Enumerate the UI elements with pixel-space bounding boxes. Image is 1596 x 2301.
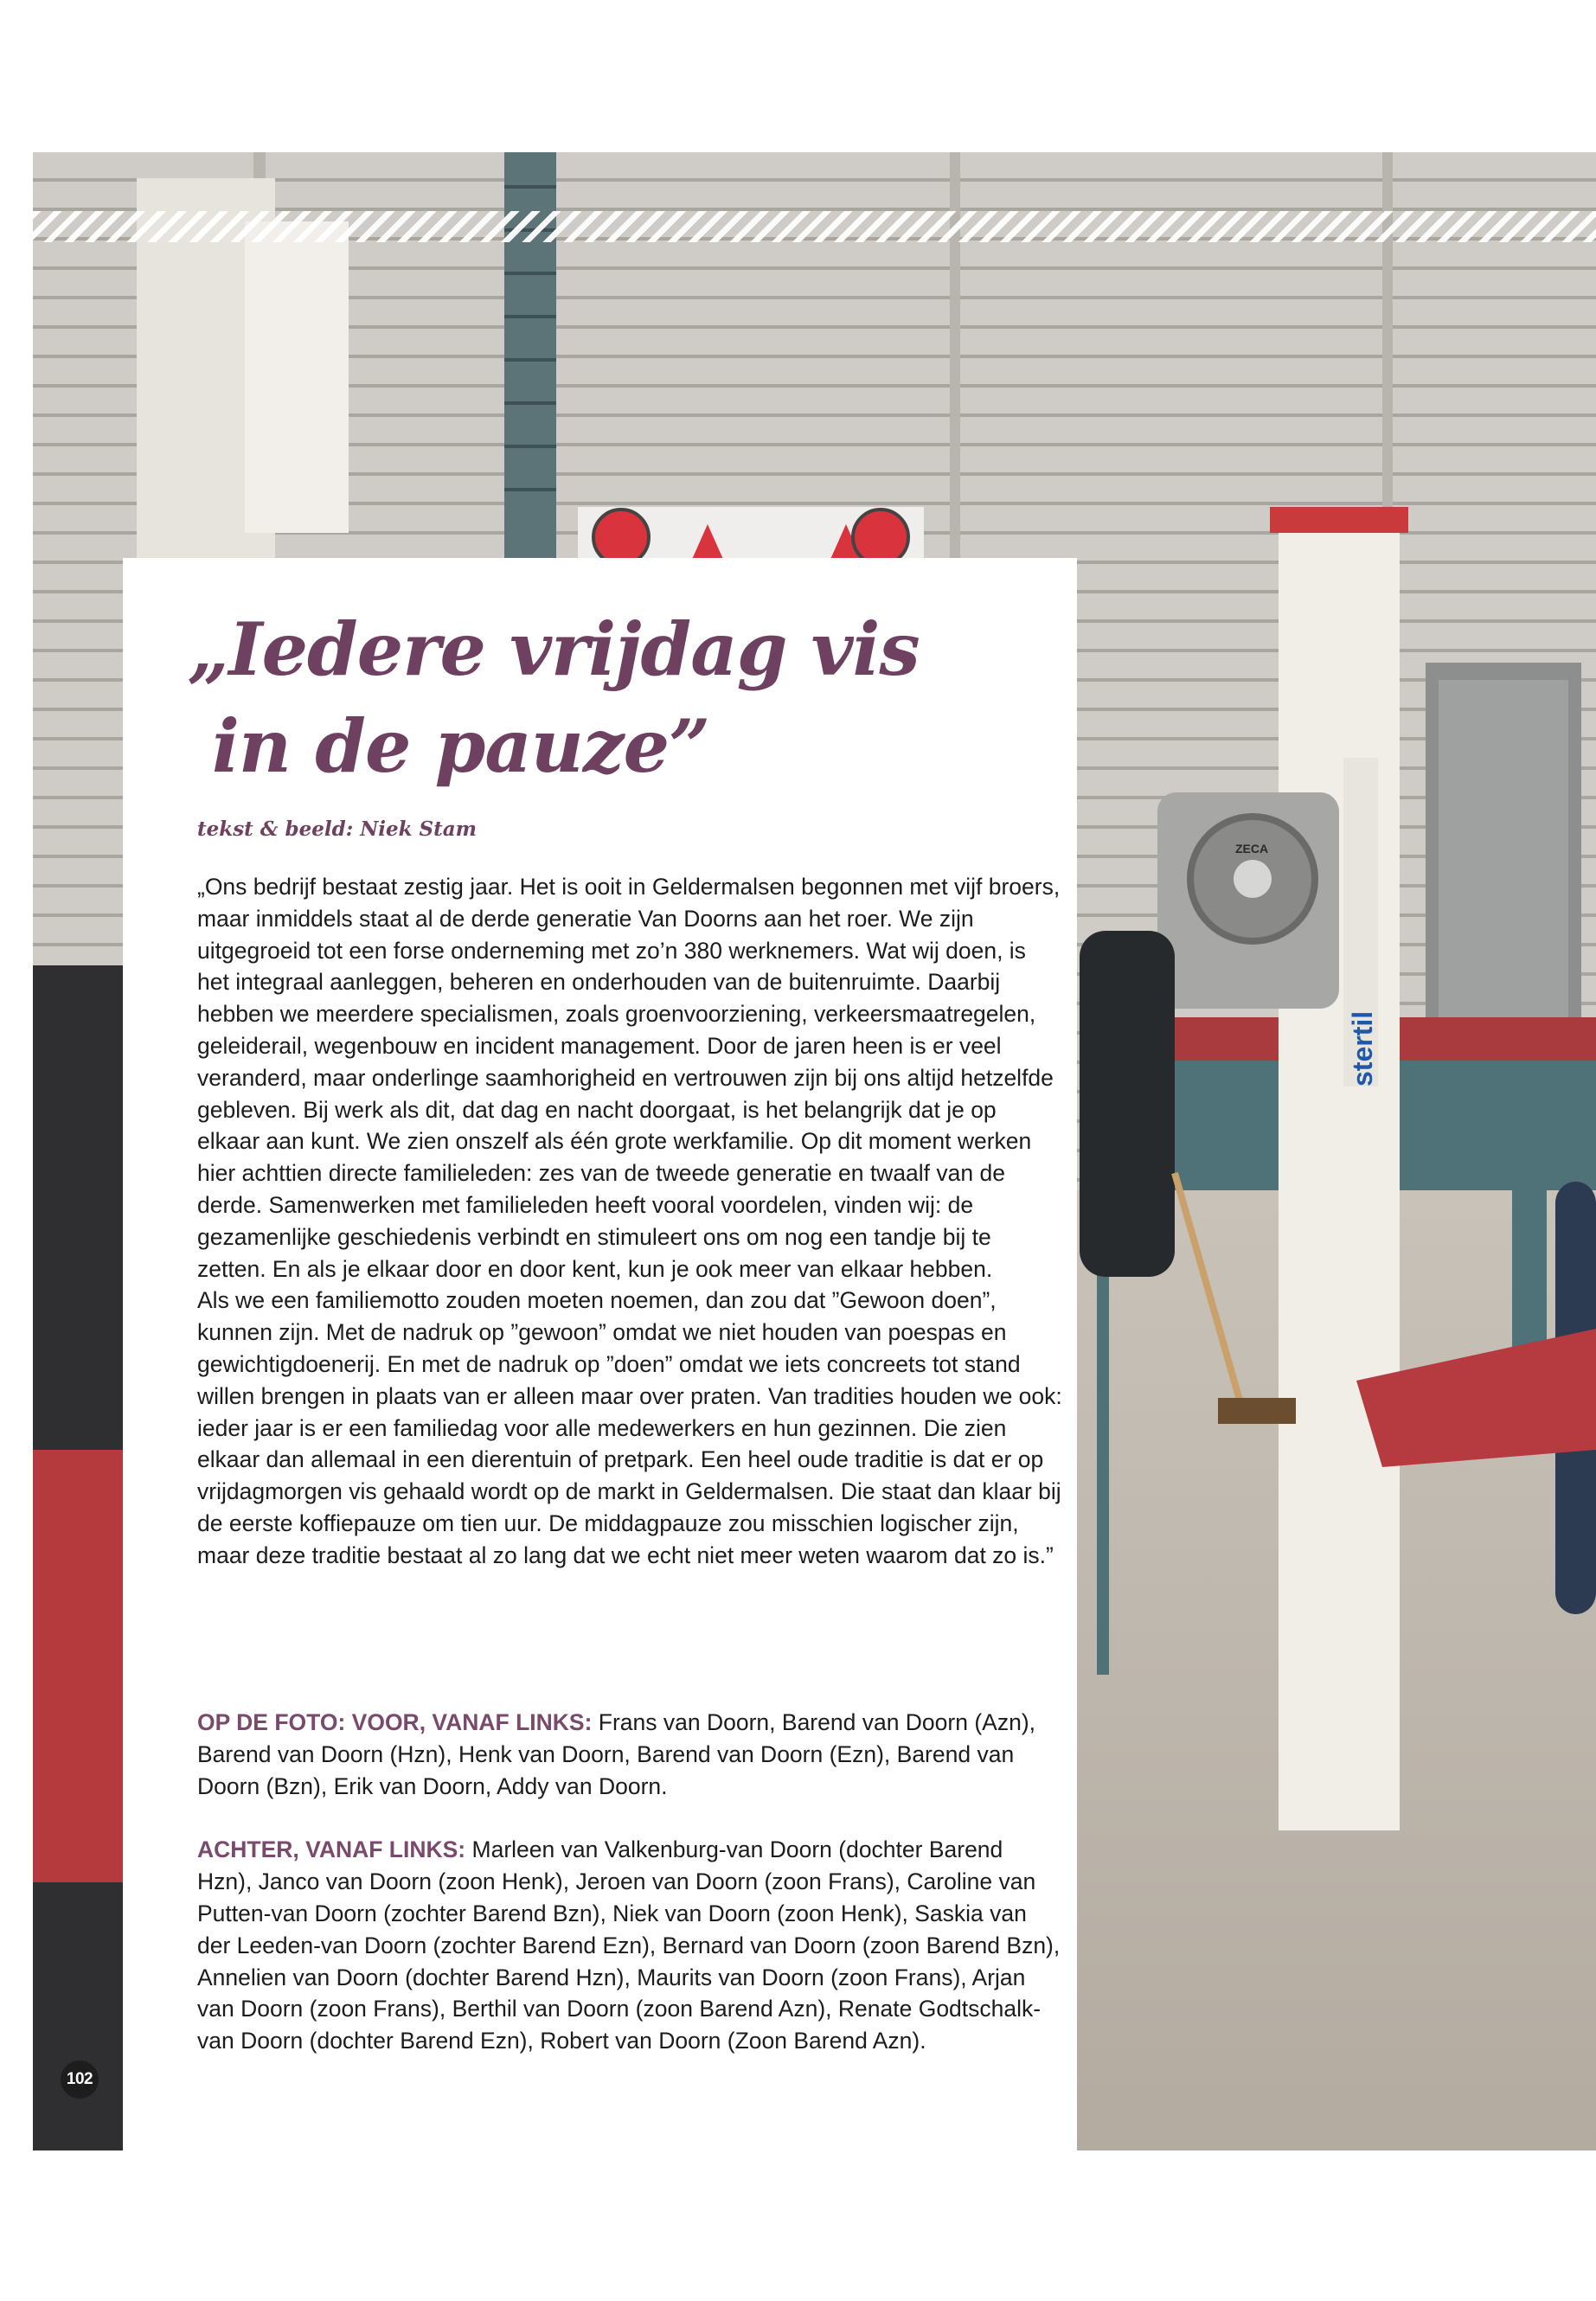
lift-brand-label: stertil	[1347, 1010, 1378, 1086]
byline: tekst & beeld: Niek Stam	[197, 817, 478, 841]
caption-back-label: ACHTER, VANAF LINKS:	[197, 1836, 466, 1863]
headline-line-2: in de pauze”	[212, 703, 710, 789]
photo-caption	[197, 1707, 1062, 2089]
jacket	[1080, 931, 1175, 1277]
article-panel	[123, 558, 1077, 2150]
caption-back	[197, 1834, 1062, 2057]
article-body	[197, 871, 1062, 1572]
caption-back-names: Marleen van Valkenburg-van Doorn (dochter Barend Hzn), Janco van Doorn (zoon Henk), Jeroen van Doorn (zoon Frans), Caroline van Putten-van Doorn (zochter Barend Bzn), Niek van Doorn (zoon Henk), Saskia van der Leeden-van Doorn (zochter Barend Ezn), Bernard van Doorn (zoon Barend Bzn), Annelien van Doorn (dochter Barend Hzn), Maurits van Doorn (zoon Frans), Arjan van Doorn (zoon Frans), Berthil van Doorn (zoon Barend Azn), Renate Godtschalk-van Doorn (dochter Barend Ezn), Robert van Doorn (Zoon Barend Azn).	[197, 1836, 1061, 2054]
body-paragraph: „Ons bedrijf bestaat zestig jaar. Het is ooit in Geldermalsen begonnen met vijf broers, maar inmiddels staat al de derde generatie Van Doorns aan het roer. We zijn uitgegroeid tot een forse onderneming met zo’n 380 werknemers. Wat wij doen, is het integraal aanleggen, beheren en onderhouden van de buitenruimte. Daarbij hebben we meerdere specialismen, zoals groenvoorziening, verkeersmaatregelen, geleiderail, wegenbouw en incident management. Door de jaren heen is er veel veranderd, maar onderlinge saamhorigheid en vertrouwen zijn bij ons altijd hetzelfde gebleven. Bij werk als dit, dat dag en nacht doorgaat, is het belangrijk dat je op elkaar aan kunt. We zien onszelf als één grote werkfamilie. Op dit moment werken hier achttien directe familieleden: zes van de tweede generatie en twaalf van de derde. Samenwerken met familieleden heeft vooral voordelen, vinden wij: de gezamenlijke geschiedenis verbindt en stimuleert ons om nog een tandje bij te zetten. En als je elkaar door en door kent, kun je ook meer van elkaar hebben.	[197, 874, 1061, 1282]
reel-label: ZECA	[1235, 842, 1269, 856]
caption-front-names: Frans van Doorn, Barend van Doorn (Azn), Barend van Doorn (Hzn), Henk van Doorn, Barend van Doorn (Ezn), Barend van Doorn (Bzn), Erik van Doorn, Addy van Doorn.	[197, 1709, 1036, 1799]
caption-front	[197, 1707, 1062, 1802]
article-headline	[188, 601, 920, 795]
body-paragraph: Als we een familiemotto zouden moeten noemen, dan zou dat ”Gewoon doen”, kunnen zijn. Met de nadruk op ”gewoon” omdat we niet houden van poespas en gewichtigdoenerij. En met de nadruk op ”doen” omdat we iets concreets tot stand willen brengen in plaats van er alleen maar over praten. Van tradities houden we ook: ieder jaar is er een familiedag voor alle medewerkers en hun gezinnen. Die zien elkaar dan allemaal in een dierentuin of pretpark. Een heel oude traditie is dat er op vrijdagmorgen vis gehaald wordt op de markt in Geldermalsen. Die staat dan klaar bij de eerste koffiepauze om tien uur. De middagpauze zou misschien logischer zijn, maar deze traditie bestaat al zo lang dat we echt niet meer weten waarom dat zo is.”	[197, 1287, 1062, 1568]
diagonal-stripe-band	[33, 211, 1596, 242]
lift-pillar	[1279, 516, 1400, 1830]
page-number-badge: 102	[61, 2061, 99, 2099]
headline-line-1: „Iedere vrijdag vis	[188, 606, 920, 692]
caption-front-label: OP DE FOTO: VOOR, VANAF LINKS:	[197, 1709, 593, 1735]
